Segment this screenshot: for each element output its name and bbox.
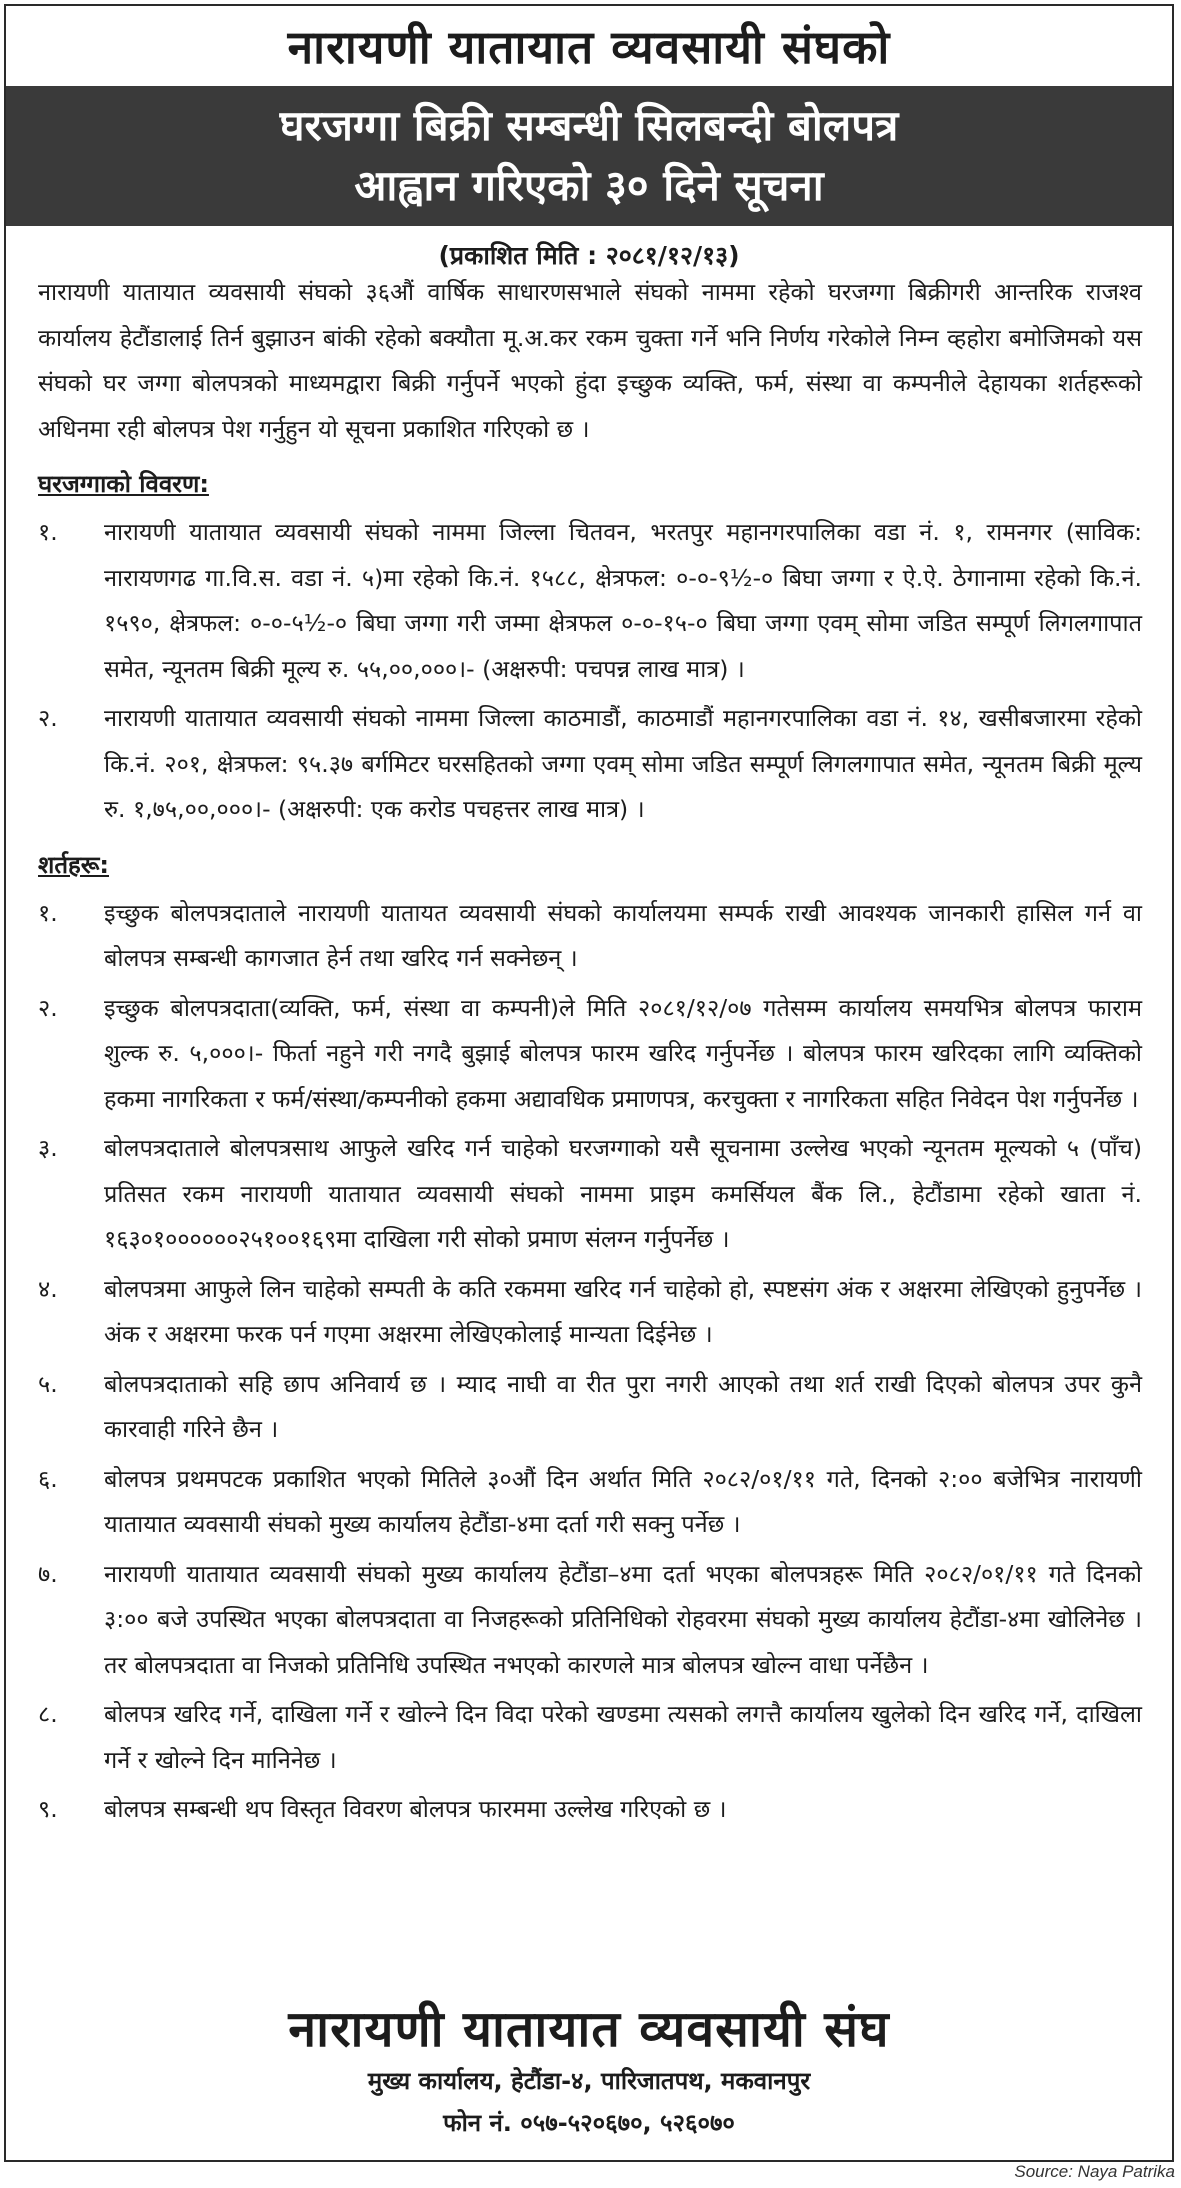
organization-title: नारायणी यातायात व्यवसायी संघको xyxy=(287,20,891,74)
list-item xyxy=(38,1787,1142,1833)
footer-phone: फोन नं. ०५७-५२०६७०, ५२६०७० xyxy=(443,2109,735,2137)
item-text: बोलपत्रमा आफुले लिन चाहेको सम्पती के कति रकममा खरिद गर्न चाहेको हो, स्पष्टसंग अंक र अक्षरमा लेखिएको हुनुपर्नेछ । अंक र अक्षरमा फरक पर्न गएमा अक्षरमा लेखिएकोलाई मान्यता दिईनेछ । xyxy=(104,1274,1142,1348)
item-number: ८. xyxy=(38,1700,58,1728)
item-number: २. xyxy=(38,993,58,1022)
item-number: २. xyxy=(38,704,58,732)
list-item xyxy=(38,1126,1142,1263)
intro-paragraph: नारायणी यातायात व्यवसायी संघको ३६औं वार्षिक साधारणसभाले संघको नाममा रहेको घरजग्गा बिक्रीगरी आन्तरिक राजश्व कार्यालय हेटौंडालाई तिर्न बुझाउन बांकी रहेको बक्यौता मू.अ.कर रकम चुक्ता गर्ने भनि निर्णय गरेकोले निम्न व्हहोरा बमोजिमको यस संघको घर जग्गा बोलपत्रको माध्यमद्वारा बिक्री गर्नुपर्ने भएको हुंदा इच्छुक व्यक्ति, फर्म, संस्था वा कम्पनीले देहायका शर्तहरूको अधिनमा रही बोलपत्र पेश गर्नुहुन यो सूचना प्रकाशित गरिएको छ । xyxy=(38,278,1142,443)
footer-address: मुख्य कार्यालय, हेटौंडा-४, पारिजातपथ, मकवानपुर xyxy=(367,2067,811,2095)
item-text: बोलपत्र सम्बन्धी थप विस्तृत विवरण बोलपत्र फारममा उल्लेख गरिएको छ । xyxy=(104,1795,727,1823)
item-number: ७. xyxy=(38,1559,58,1588)
item-number: ४. xyxy=(38,1274,58,1303)
terms-heading: शर्तहरू: xyxy=(38,850,109,879)
published-date: (प्रकाशित मिति : २०८१/१२/१३) xyxy=(438,241,740,270)
notice-title-line1: घरजग्गा बिक्री सम्बन्धी सिलबन्दी बोलपत्र xyxy=(279,101,899,150)
list-item xyxy=(38,891,1142,982)
notice-title-line2: आह्वान गरिएको ३० दिने सूचना xyxy=(354,161,824,210)
source-credit: Source: Naya Patrika xyxy=(1014,2162,1175,2181)
list-item xyxy=(38,1267,1142,1358)
terms-list xyxy=(38,891,1142,1833)
item-text: बोलपत्र प्रथमपटक प्रकाशित भएको मितिले ३०औं दिन अर्थात मिति २०८२/०१/११ गते, दिनको २:०० बजेभित्र नारायणी यातायात व्यवसायी संघको मुख्य कार्यालय हेटौंडा-४मा दर्ता गरी सक्नु पर्नेछ । xyxy=(104,1464,1142,1538)
item-text: बोलपत्रदाताको सहि छाप अनिवार्य छ । म्याद नाघी वा रीत पुरा नगरी आएको तथा शर्त राखी दिएको बोलपत्र उपर कुनै कारवाही गरिने छैन । xyxy=(104,1369,1142,1443)
footer-block xyxy=(6,1998,1172,2144)
footer-organization: नारायणी यातायात व्यवसायी संघ xyxy=(288,2000,890,2058)
item-number: ९. xyxy=(38,1795,58,1823)
notice-body xyxy=(6,270,1172,1833)
list-item xyxy=(38,1692,1142,1783)
list-item xyxy=(38,986,1142,1123)
property-list xyxy=(38,510,1142,833)
item-number: ५. xyxy=(38,1369,58,1398)
list-item xyxy=(38,510,1142,692)
title-banner xyxy=(6,86,1172,226)
item-number: १. xyxy=(38,898,58,927)
notice-frame xyxy=(4,4,1174,2162)
item-number: ६. xyxy=(38,1464,58,1493)
item-text: बोलपत्रदाताले बोलपत्रसाथ आफुले खरिद गर्न चाहेको घरजग्गाको यसै सूचनामा उल्लेख भएको न्यूनतम मूल्यको ५ (पाँच) प्रतिसत रकम नारायणी यातायात व्यवसायी संघको नाममा प्राइम कमर्सियल बैंक लि., हेटौंडामा रहेको खाता नं. १६३०१००००००२५१००१६९मा दाखिला गरी सोको प्रमाण संलग्न गर्नुपर्नेछ । xyxy=(104,1134,1142,1253)
list-item xyxy=(38,696,1142,833)
list-item xyxy=(38,1552,1142,1689)
item-text: नारायणी यातायात व्यवसायी संघको मुख्य कार्यालय हेटौंडा–४मा दर्ता भएका बोलपत्रहरू मिति २०८२/०१/११ गते दिनको ३:०० बजे उपस्थित भएका बोलपत्रदाता वा निजहरूको प्रतिनिधिको रोहवरमा संघको मुख्य कार्यालय हेटौंडा-४मा खोलिनेछ । तर बोलपत्रदाता वा निजको प्रतिनिधि उपस्थित नभएको कारणले मात्र बोलपत्र खोल्न वाधा पर्नेछैन । xyxy=(104,1559,1142,1679)
item-text: नारायणी यातायात व्यवसायी संघको नाममा जिल्ला काठमाडौं, काठमाडौं महानगरपालिका वडा नं. १४, खसीबजारमा रहेको कि.नं. २०१, क्षेत्रफल: ९५.३७ बर्गमिटर घरसहितको जग्गा एवम् सोमा जडित सम्पूर्ण लिगलगापात समेत, न्यूनतम बिक्री मूल्य रु. १,७५,००,०००।- (अक्षरुपी: एक करोड पचहत्तर लाख मात्र) । xyxy=(104,704,1142,823)
item-text: नारायणी यातायात व्यवसायी संघको नाममा जिल्ला चितवन, भरतपुर महानगरपालिका वडा नं. १, रामनगर (साविक: नारायणगढ गा.वि.स. वडा नं. ५)मा रहेको कि.नं. १५८८, क्षेत्रफल: ०-०-९½-० बिघा जग्गा र ऐ.ऐ. ठेगानामा रहेको कि.नं. १५९०, क्षेत्रफल: ०-०-५½-० बिघा जग्गा गरी जम्मा क्षेत्रफल ०-०-१५-० बिघा जग्गा एवम् सोमा जडित सम्पूर्ण लिगलगापात समेत, न्यूनतम बिक्री मूल्य रु. ५५,००,०००।- (अक्षरुपी: पचपन्न लाख मात्र) । xyxy=(104,518,1142,683)
item-text: बोलपत्र खरिद गर्ने, दाखिला गर्ने र खोल्ने दिन विदा परेको खण्डमा त्यसको लगत्तै कार्यालय खुलेको दिन खरिद गर्ने, दाखिला गर्ने र खोल्ने दिन मानिनेछ । xyxy=(104,1700,1142,1774)
item-text: इच्छुक बोलपत्रदाता(व्यक्ति, फर्म, संस्था वा कम्पनी)ले मिति २०८१/१२/०७ गतेसम्म कार्यालय समयभित्र बोलपत्र फाराम शुल्क रु. ५,०००।- फिर्ता नहुने गरी नगदै बुझाई बोलपत्र फारम खरिद गर्नुपर्नेछ । बोलपत्र फारम खरिदका लागि व्यक्तिको हकमा नागरिकता र फर्म/संस्था/कम्पनीको हकमा अद्यावधिक प्रमाणपत्र, करचुक्ता र नागरिकता सहित निवेदन पेश गर्नुपर्नेछ । xyxy=(104,993,1142,1113)
item-number: १. xyxy=(38,518,58,546)
list-item xyxy=(38,1457,1142,1548)
list-item xyxy=(38,1362,1142,1453)
item-number: ३. xyxy=(38,1134,58,1162)
item-text: इच्छुक बोलपत्रदाताले नारायणी यातायत व्यवसायी संघको कार्यालयमा सम्पर्क राखी आवश्यक जानकारी हासिल गर्न वा बोलपत्र सम्बन्धी कागजात हेर्न तथा खरिद गर्न सक्नेछन् । xyxy=(104,898,1142,972)
property-heading: घरजग्गाको विवरण: xyxy=(38,470,209,498)
